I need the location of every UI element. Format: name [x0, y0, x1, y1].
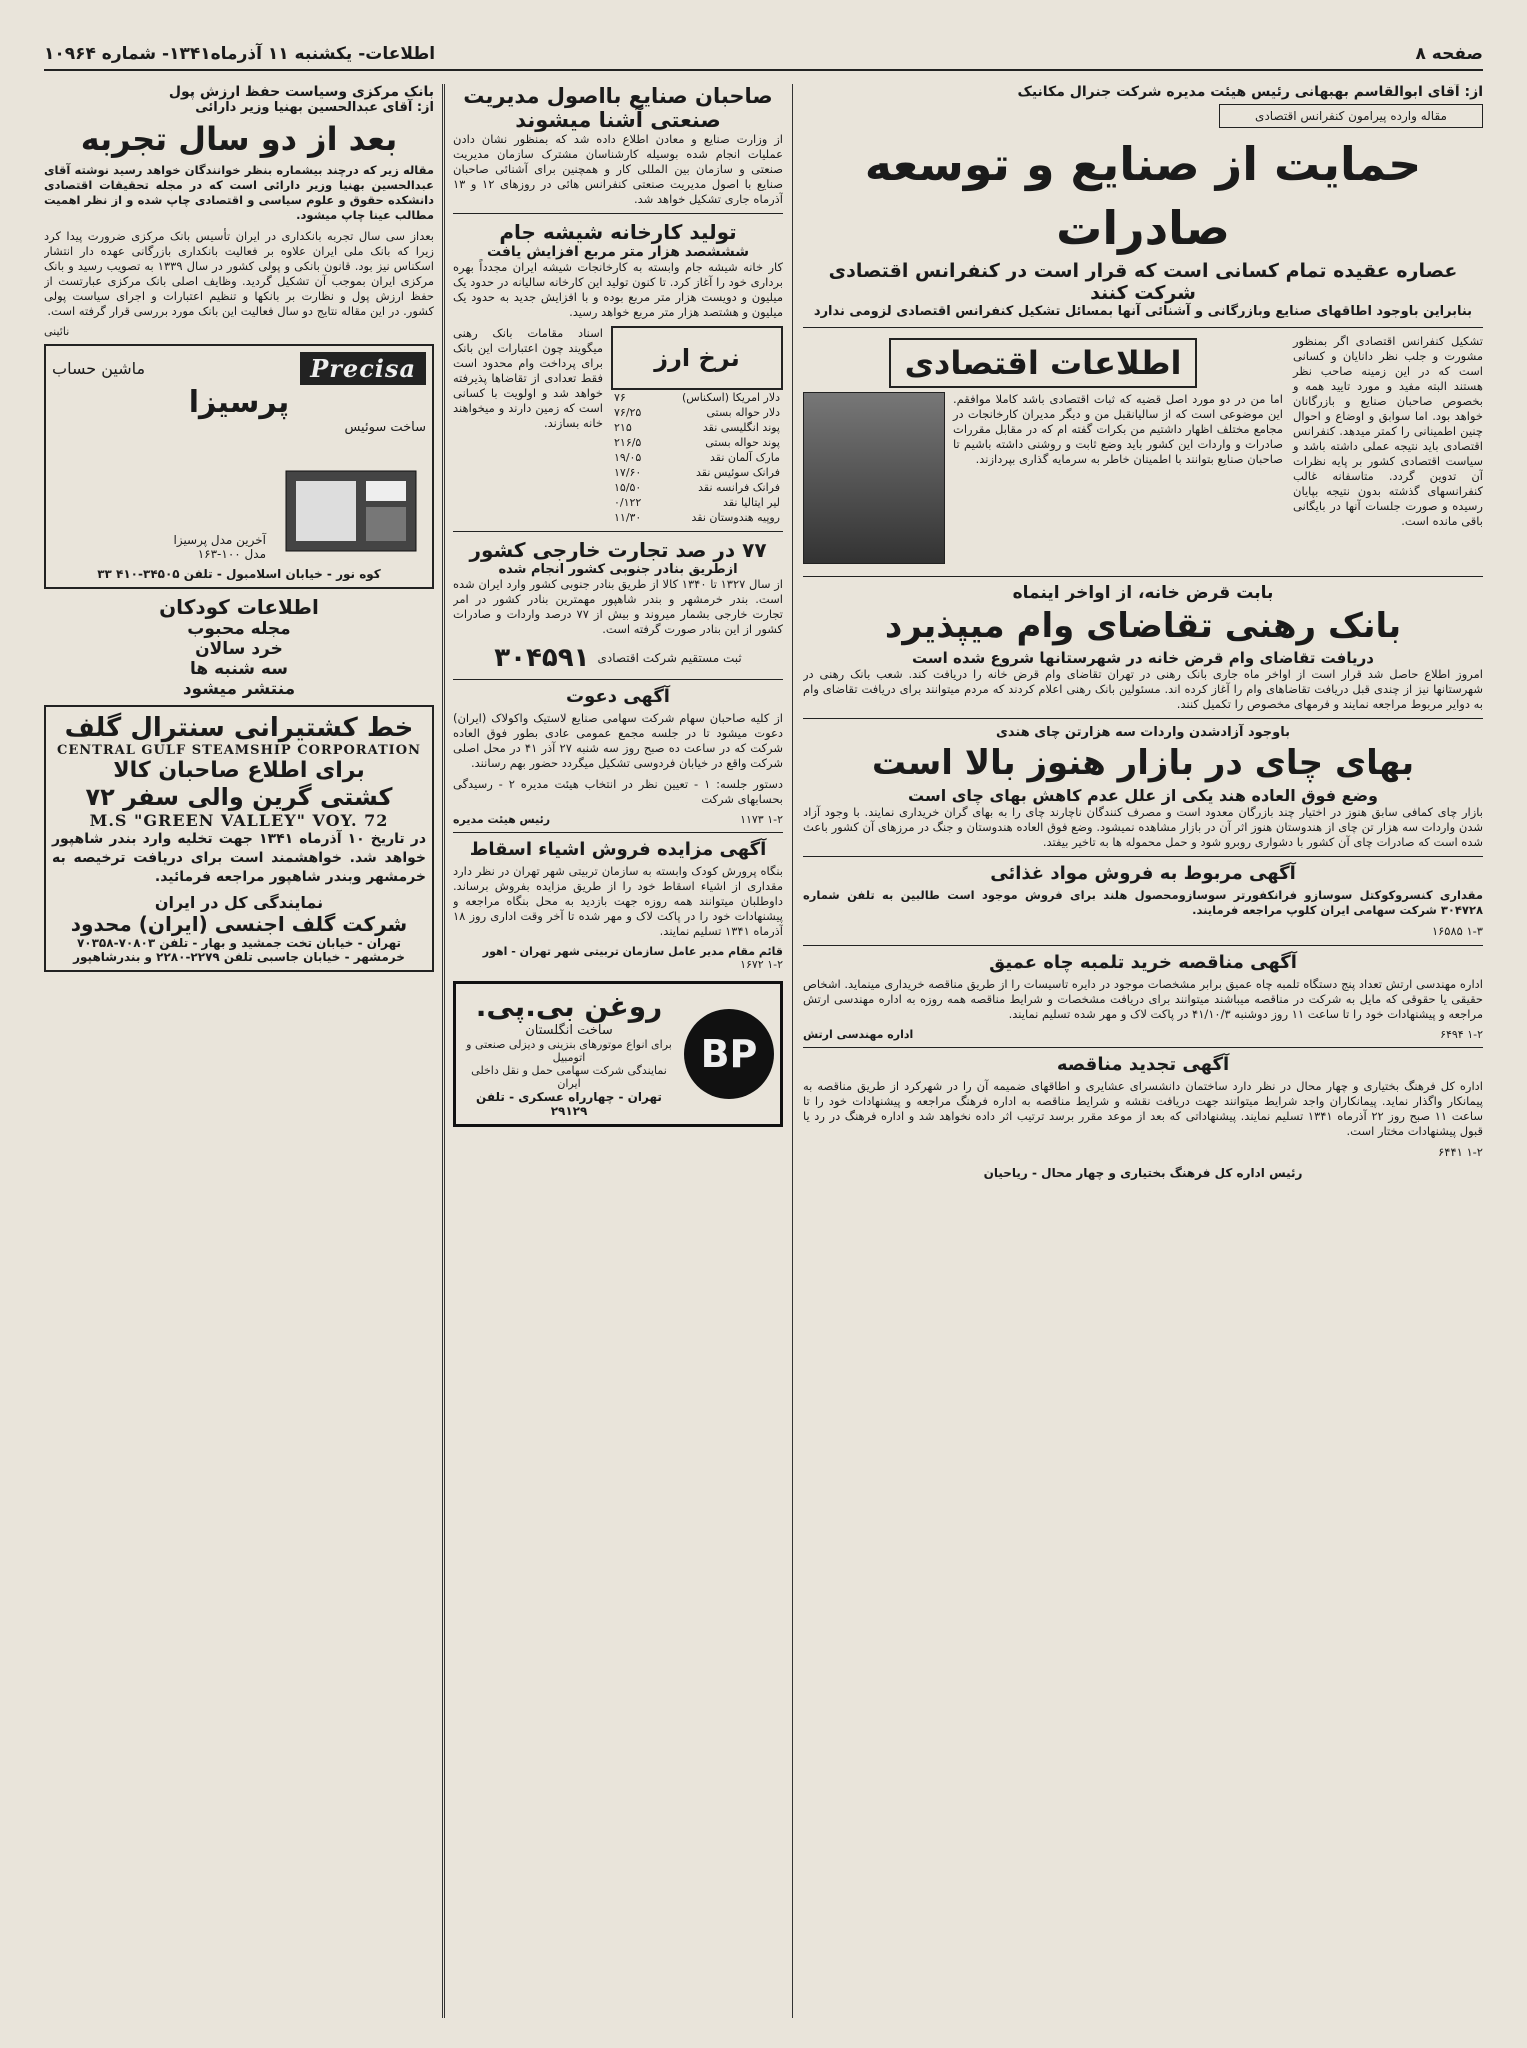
kids-line: مجله محبوب [187, 619, 291, 639]
rate-value: ۰/۱۲۲ [614, 496, 642, 509]
ad-tender-code: ۱-۲ ۶۴۴۱ [1438, 1145, 1483, 1159]
glass-subhead: شششصد هزار متر مربع افزایش یافت [486, 244, 750, 260]
kids-line: سه شنبه ها [190, 659, 288, 679]
central-gulf-agent-label: نمایندگی کل در ایران [154, 893, 324, 912]
article-body-2: اما من در دو مورد اصل قضیه که ثبات اقتصادی باشد کاملا موافقم. این موضوعی است که از سالیانقبل من و دیگر مدیران کارخانجات در مجامع مختلف اظهار داشتیم من بکرات گفته ام که در مقابل مقررات صادرات و واردات این کشور باید وضع ثابت و روشنی داشته باشیم تا صاحبان صنایع بتوانند با اطمینان خاطر به سرمایه گذاری بپردازند. [953, 392, 1283, 466]
ad-food-code: ۱-۳ ۱۶۵۸۵ [1431, 924, 1483, 938]
precisa-ad [44, 344, 434, 589]
glass-headline: تولید کارخانه شیشه جام [499, 220, 737, 244]
ad-auction-title: آگهی مزایده فروش اشیاء اسقاط [469, 839, 767, 860]
sabt-logo: ثبت مستقیم شرکت اقتصادی [597, 651, 742, 665]
industry-headline: صاحبان صنایع بااصول مدیریت [463, 84, 773, 108]
rate-value: ۱۹/۰۵ [614, 451, 642, 464]
trade-body: از سال ۱۳۲۷ تا ۱۳۴۰ کالا از طریق بنادر جنوبی کشور وارد ایران شده است. بندر خرمشهر و بندر شاهپور مهمترین بنادر کشور در امر تجارت خارجی بشمار میروند و بیش از ۷۷ درصد واردات و صادرات کشور از این بنادر صورت گرفته است. [453, 577, 783, 636]
bp-title: روغن بی.پی. [475, 990, 663, 1023]
rate-row [611, 465, 783, 480]
glass-body: کار خانه شیشه جام وابسته به کارخانجات شیشه ایران مجدداً بهره برداری خود را آغاز کرد. تا کنون تولید این کارخانه سالیانه در حدود یک میلیون و دویست هزار متر مربع بوده و با افزایش جدید به حدود یک میلیون و هشتصد هزار متر مربع خواهد رسید. [453, 260, 783, 319]
loan-headline: بانک رهنی تقاضای وام میپذیرد [884, 606, 1402, 646]
rate-label: پوند حواله بستی [705, 436, 780, 449]
rate-value: ۷۶ [614, 391, 626, 404]
rate-value: ۱۵/۵۰ [614, 481, 642, 494]
ad-invite-code: ۱-۲ ۱۱۷۳ [740, 813, 783, 826]
central-gulf-agent: شرکت گلف اجنسی (ایران) محدود [70, 912, 408, 936]
loan-continued: اسناد مقامات بانک رهنی میگویند چون اعتبارات این بانک برای پرداخت وام محدود است فقط تعدادی از تقاضاها پذیرفته خواهد شد و اولویت با کسانی است که زمین دارند و میخواهند خانه بسازند. [453, 326, 603, 430]
kids-ad [44, 595, 434, 699]
masthead: اطلاعات- یکشنبه ۱۱ آذرماه۱۳۴۱- شماره ۱۰۹۶۴ [44, 44, 436, 64]
ad-invite-agenda: دستور جلسه: ۱ - تعیین نظر در انتخاب هیئت مدیره ۲ - رسیدگی بحسابهای شرکت [453, 777, 783, 806]
ad-tender-title: آگهی تجدید مناقصه [1056, 1054, 1230, 1075]
precisa-address: کوه نور - خیابان اسلامبول - تلفن ۳۴۵۰۵-۴۱۰ ۳۳ [97, 567, 381, 581]
rate-label: مارک آلمان نقد [710, 451, 780, 464]
precisa-brand: Precisa [300, 352, 426, 385]
sabt-phone: ۳۰۴۵۹۱ [494, 643, 590, 673]
bp-body: برای انواع موتورهای بنزینی و دیزلی صنعتی و اتومبیل [466, 1038, 672, 1064]
bp-logo: BP [684, 1009, 774, 1099]
loan-kicker: بابت قرض خانه، از اواخر اینماه [1012, 583, 1274, 603]
bank-headline: بعد از دو سال تجربه [80, 120, 398, 158]
left-column [44, 84, 434, 2018]
bank-byline: بانک مرکزی وسیاست حفظ ارزش پول [168, 84, 434, 100]
precisa-name-fa: پرسیزا [188, 385, 290, 420]
author-portrait [803, 392, 945, 564]
kids-headline: اطلاعات کودکان [159, 595, 319, 619]
rate-label: دلار حواله بستی [706, 406, 780, 419]
rate-row [611, 435, 783, 450]
precisa-origin: ساخت سوئیس [344, 420, 426, 435]
main-subhead: عصاره عقیده تمام کسانی است که قرار است در کنفرانس اقتصادی شرکت کنند [828, 260, 1458, 304]
rate-label: فرانک سوئیس نقد [696, 466, 780, 479]
bank-lead: مقاله زیر که درچند بیشماره بنظر خوانندگان خواهد رسید نوشته آقای عبدالحسین بهنیا وزیر دارائی است که در مجله تحقیقات اقتصادی دانشکده حقوق و علوم سیاسی و اقتصادی چاپ شده و از نظر اهمیت مطالب عینا چاپ میشود. [44, 163, 434, 222]
precisa-slogan: آخرین مدل پرسیزا [173, 533, 266, 547]
columns-grid [44, 84, 1483, 2018]
ad-food-title: آگهی مربوط به فروش مواد غذائی [990, 863, 1296, 884]
rate-row [611, 420, 783, 435]
central-gulf-body: در تاریخ ۱۰ آذرماه ۱۳۴۱ جهت تخلیه وارد بندر شاهپور خواهد شد. خواهشمند است برای دریافت ترخیصه به خرمشهر وبندر شاهپور مراجعه فرمائید. [52, 831, 427, 885]
rate-label: لیر ایتالیا نقد [723, 496, 780, 509]
rate-row [611, 510, 783, 525]
ad-tender-sign: رئیس اداره کل فرهنگ بختیاری و چهار محال - ریاحیان [983, 1166, 1303, 1180]
rate-value: ۲۱۵ [614, 421, 632, 434]
rate-value: ۱۷/۶۰ [614, 466, 642, 479]
sabt-ad [453, 643, 783, 673]
central-gulf-address-2: خرمشهر - خیابان جاسبی تلفن ۲۲۷۹-۲۲۸۰ و بندرشاهپور [73, 950, 405, 964]
industry-body: از وزارت صنایع و معادن اطلاع داده شد که بمنظور نشان دادن عملیات انجام شده بوسیله کارشناسان مشترک سازمان مدیریت صنعتی و سازمان بین المللی کار و همچنین برای آشنائی صاحبان صنایع با اصول مدیریت صنعتی کنفرانس هائی در روزهای ۱۲ و ۱۳ آذرماه جاری تشکیل خواهد شد. [453, 132, 783, 206]
main-subhead-2: بنابراین باوجود اطاقهای صنایع وبازرگانی و آشنائی آنها بمسائل تشکیل کنفرانس اقتصادی لزومی ندارد [813, 304, 1473, 319]
ad-auction-body: بنگاه پرورش کودک وابسته به سازمان تربیتی شهر تهران در نظر دارد مقداری از اشیاء اسقاط خود را از طریق مزایده بفروش برساند. داوطلبان میتوانند همه روزه جهت بازدید به محل بنگاه مراجعه و پیشنهادات خود را در پاکت لاک و مهر شده تا آخر وقت اداری روز ۱۸ آذرماه ۱۳۴۱ تسلیم نمایند. [453, 864, 783, 938]
article-body: تشکیل کنفرانس اقتصادی اگر بمنظور مشورت و جلب نظر دانایان و کسانی است که در این زمینه صاحب نظر هستند البته مفید و مورد تایید همه و بخصوص صاحبان صنایع و بازرگانان خواهد بود. اما سوابق و اوضاع و احوال چنین اطمینانی را کمتر میدهد. کنفرانس اقتصادی باید نتیجه عملی داشته باشد و سیاست اقتصادی کشور بر پایه نظرات آن تدوین گردد. متاسفانه غالب کنفرانسهای گذشته بدون نتیجه بپایان رسیده و صورت جلسات آنها در بایگانی باقی مانده است. [1293, 334, 1483, 528]
article-block [803, 334, 1483, 570]
central-gulf-en: CENTRAL GULF STEAMSHIP CORPORATION [57, 743, 421, 758]
page-header [44, 44, 1483, 71]
page-label: صفحه ۸ [1415, 44, 1483, 64]
precisa-tag: ماشین حساب [52, 359, 146, 378]
currency-table [611, 390, 783, 525]
byline: از: آقای ابوالقاسم بهبهانی رئیس هیئت مدیره شرکت جنرال مکانیک [1017, 84, 1483, 100]
main-headline: حمایت از صنایع و توسعه صادرات [864, 137, 1422, 255]
ad-well-title: آگهی مناقصه خرید تلمبه چاه عمیق [989, 952, 1297, 973]
rate-row [611, 390, 783, 405]
rate-row [611, 405, 783, 420]
rate-label: دلار امریکا (اسکناس) [681, 391, 780, 404]
ad-invite-body: از کلیه صاحبان سهام شرکت سهامی صنایع لاستیک واکولاک (ایران) دعوت میشود تا در جلسه مجمع عمومی عادی بطور فوق العاده شرکت که در ساعت ده صبح روز سه شنبه ۲۷ آذر ۴۱ در محل اصلی شرکت واقع در خیابان فردوسی تشکیل میگردد حضور بهم رسانند. [453, 711, 783, 770]
rate-label: فرانک فرانسه نقد [698, 481, 780, 494]
tea-subhead: وضع فوق العاده هند یکی از علل عدم کاهش بهای چای است [908, 786, 1378, 805]
trade-headline: ۷۷ در صد تجارت خارجی کشور [469, 538, 767, 562]
middle-column [453, 84, 783, 2018]
rate-row [611, 450, 783, 465]
loan-subhead: دریافت تقاضای وام قرض خانه در شهرستانها شروع شده است [912, 649, 1374, 667]
bank-signed: نائینی [44, 325, 70, 338]
ad-food-body: مقداری کنسروکوکتل سوسازو فرانکفورتر سوسازومحصول هلند برای فروش موجود است طالبین به تلفن شماره ۳۰۴۷۲۸ شرکت سهامی ایران کلوپ مراجعه فرمایند. [803, 888, 1483, 917]
right-column [803, 84, 1483, 2018]
rate-label: پوند انگلیسی نقد [702, 421, 780, 434]
article-side [803, 334, 1283, 570]
ship-name-fa: کشتی گرین والی سفر ۷۲ [85, 783, 393, 811]
precisa-model: مدل ۱۰۰-۱۶۳ [197, 547, 266, 561]
rate-row [611, 480, 783, 495]
tea-headline: بهای چای در بازار هنوز بالا است [871, 743, 1415, 783]
calculator-illustration [276, 441, 426, 561]
central-gulf-address: تهران - خیابان تخت جمشید و بهار - تلفن ۷۰۸۰۳-۷۰۳۵۸ [76, 936, 402, 950]
rate-value: ۲۱۶/۵ [614, 436, 642, 449]
central-gulf-logo: خط کشتیرانی سنترال گلف [64, 713, 414, 743]
ad-invite-title: آگهی دعوت [566, 686, 670, 707]
ad-tender-body: اداره کل فرهنگ بختیاری و چهار محال در نظر دارد ساختمان دانشسرای عشایری و اطاقهای ضمیمه آن را در شهرکرد از طریق مناقصه به پیمانکار واگذار نماید. پیمانکاران واجد شرایط میتوانند جهت دریافت نقشه و شرایط مناقصه به اداره فرهنگ مراجعه و پیشنهادات خود را تا ساعت ۱۱ صبح روز ۲۲ آذرماه ۱۳۴۱ تسلیم نمایند. پیشنهاداتی که بعد از موعد مقرر برسد ترتیب اثر داده نخواهد شد و اداره فرهنگ در رد یا قبول پیشنهادات مختار است. [803, 1079, 1483, 1138]
bp-ad [453, 981, 783, 1127]
ship-name-en: M.S "GREEN VALLEY" VOY. 72 [89, 811, 389, 830]
tea-body: بازار چای کمافی سابق هنوز در اختیار چند بازرگان معدود است و مصرف کنندگان ناچارند چای را به بهای گران خریداری نمایند. با وجود آزاد شدن واردات سه هزار تن چای از هندوستان هنوز اثر آن در بازار مشاهده نمیشود. وضع فوق العاده هندوستان و جنگ در مرزهای آن کشور باعث شده است که صادرات چای آن کشور با دشواری روبرو شود و حمل محموله ها به تاخیر بیفتد. [803, 805, 1483, 849]
ettelaat-eqtesadi-logo: اطلاعات اقتصادی [889, 338, 1198, 388]
ad-auction-sign: قائم مقام مدیر عامل سازمان تربیتی شهر تهران - اهور [482, 945, 783, 958]
ad-well-sign: اداره مهندسی ارتش [803, 1028, 914, 1041]
loan-body: امروز اطلاع حاصل شد قرار است از اواخر ماه جاری بانک رهنی در تهران تقاضای وام قرض خانه را دریافت کند. شعب بانک رهنی در شهرستانها نیز از چندی قبل دریافت تقاضاهای وام را آغاز کرده اند. مسئولین بانک رهنی اعلام کردند که مردم میتوانند برای دریافت تقاضای وام به دوایر مربوط مراجعه نمایند و فرمهای مخصوص را تکمیل کنند. [803, 667, 1483, 711]
central-gulf-notice: برای اطلاع صاحبان کالا [113, 758, 365, 783]
ad-invite-sign: رئیس هیئت مدیره [453, 813, 551, 826]
kids-line: منتشر میشود [182, 679, 296, 699]
kids-line: خرد سالان [195, 639, 283, 659]
ad-well-code: ۱-۲ ۶۴۹۴ [1440, 1028, 1483, 1041]
bp-agent: نمایندگی شرکت سهامی حمل و نقل داخلی ایران [471, 1064, 667, 1090]
currency-rates-box: نرخ ارز [611, 326, 783, 390]
rate-label: روپیه هندوستان نقد [691, 511, 780, 524]
bank-author: از: آقای عبدالحسین بهنیا وزیر دارائی [195, 100, 434, 115]
bank-body: بعداز سی سال تجربه بانکداری در ایران تأسیس بانک مرکزی ضرورت پیدا کرد زیرا که بانک ملی ایران علاوه بر فعالیت بانکداری بازرگانی عهده دار انتشار اسکناس نیز بود. قانون بانکی و پولی کشور در سال ۱۳۳۹ به تصویب رسید و بانک مرکزی ایران بموجب آن تشکیل گردید. وظایف اصلی بانک مرکزی عبارتست از حفظ ارزش پول و نظارت بر بانکها و تنظیم اعتبارات و اجرای سیاست پولی کشور. در این مقاله نتایج دو سال فعالیت این بانک مورد بررسی قرار گرفته است. [44, 229, 434, 318]
bp-address: تهران - چهارراه عسکری - تلفن ۲۹۱۲۹ [476, 1090, 662, 1118]
trade-subhead: ازطریق بنادر جنوبی کشور انجام شده [498, 562, 738, 577]
industry-headline-2: صنعتی آشنا میشوند [515, 108, 721, 132]
rate-value: ۱۱/۳۰ [614, 511, 642, 524]
article-body-col [1293, 334, 1483, 570]
tea-kicker: باوجود آزادشدن واردات سه هزارتن چای هندی [995, 725, 1291, 740]
central-gulf-ad [44, 705, 434, 972]
rate-row [611, 495, 783, 510]
rate-value: ۷۶/۲۵ [614, 406, 642, 419]
ad-well-body: اداره مهندسی ارتش تعداد پنج دستگاه تلمبه چاه عمیق برابر مشخصات موجود در دایره تاسیسات را از طریق مناقصه خریداری مینماید. اشخاص حقیقی یا حقوقی که مایل به شرکت در مناقصه میباشند میتوانند برای دریافت مشخصات و شرایط مناقصه همه روزه به اداره مهندسی ارتش مراجعه و پیشنهادات خود را تا ساعت ۱۱ روز دوشنبه ۴۱/۱۰/۳ در پاکت لاک و مهر شده تسلیم نمایند. [803, 977, 1483, 1021]
ad-auction-code: ۱-۲ ۱۶۷۲ [740, 958, 783, 971]
bp-sub: ساخت انگلستان [525, 1023, 613, 1038]
article-type-box: مقاله وارده پیرامون کنفرانس اقتصادی [1219, 104, 1483, 128]
